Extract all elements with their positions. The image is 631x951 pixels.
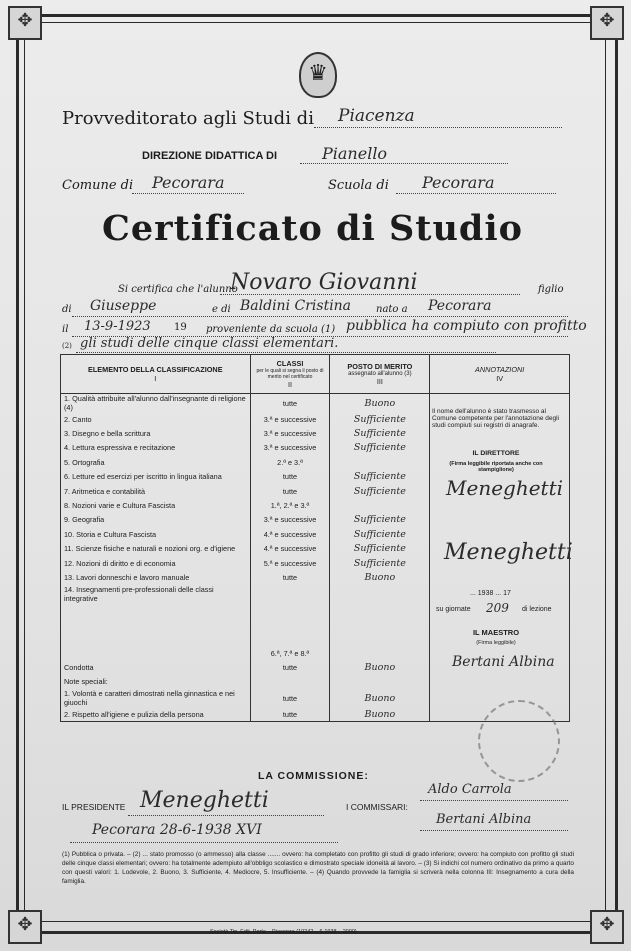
scuola-label: Scuola di — [328, 178, 389, 193]
note-2-label: (2) — [62, 342, 72, 350]
dotted-line — [72, 316, 568, 317]
merit-cell — [330, 646, 430, 660]
col-header-annotations: ANNOTAZIONI IV — [430, 355, 570, 394]
merit-cell: Sufficiente — [330, 484, 430, 498]
dotted-line — [396, 193, 556, 194]
certify-text: Si certifica che l'alunno — [118, 284, 238, 295]
element-cell: 1. Qualità attribuite all'alunno dall'insegnante di religione (4) — [61, 394, 251, 413]
element-cell: 2. Canto — [61, 412, 251, 426]
classes-cell: 4.ª e successive — [250, 527, 330, 541]
corner-ornament-icon: ✥ — [8, 6, 42, 40]
element-cell: 7. Aritmetica e contabilità — [61, 484, 251, 498]
merit-cell: Sufficiente — [330, 470, 430, 484]
direzione-label: DIREZIONE DIDATTICA DI — [142, 150, 278, 162]
date-line: ... 1938 ... 17 — [470, 590, 511, 597]
element-cell — [61, 631, 251, 645]
student-name: Novaro Giovanni — [230, 270, 418, 295]
classes-cell: tutte — [250, 484, 330, 498]
classes-cell: 3.ª e successive — [250, 412, 330, 426]
maestro-signature: Bertani Albina — [452, 654, 555, 670]
classes-cell: 3.ª e successive — [250, 441, 330, 455]
merit-cell — [330, 631, 430, 645]
merit-cell: Sufficiente — [330, 441, 430, 455]
official-stamp-icon — [478, 700, 560, 782]
merit-cell — [330, 617, 430, 631]
element-cell — [61, 603, 251, 617]
dotted-line — [76, 352, 496, 353]
commissario-2-signature: Bertani Albina — [436, 812, 532, 827]
coat-of-arms-icon: ♛ — [299, 52, 337, 98]
annotation-cell — [430, 570, 570, 584]
merit-cell — [330, 455, 430, 469]
merit-cell: Sufficiente — [330, 556, 430, 570]
merit-cell: Buono — [330, 394, 430, 413]
merit-cell: Buono — [330, 707, 430, 722]
classes-cell: tutte — [250, 570, 330, 584]
classes-cell: 4.ª e successive — [250, 542, 330, 556]
document-title: Certificato di Studio — [102, 208, 524, 249]
merit-cell — [330, 603, 430, 617]
merit-cell: Sufficiente — [330, 527, 430, 541]
birthdate: 13-9-1923 — [84, 319, 151, 334]
col-header-element: ELEMENTO DELLA CLASSIFICAZIONE I — [61, 355, 251, 394]
element-cell: Note speciali: — [61, 675, 251, 689]
classes-cell: tutte — [250, 470, 330, 484]
dotted-line — [420, 800, 568, 801]
annotation-text: Il nome dell'alunno è stato trasmesso al Comune competente per l'annotazione degli studi compiuti sui registri di anagrafe. — [432, 408, 559, 429]
table-row — [61, 513, 570, 527]
su-giornate-label: su giornate — [436, 606, 471, 613]
annotation-cell — [430, 513, 570, 527]
annotation-cell — [430, 675, 570, 689]
element-cell: 6. Letture ed esercizi per iscritto in lingua italiana — [61, 470, 251, 484]
scuola-value: Pecorara — [422, 173, 495, 192]
birthplace: Pecorara — [428, 298, 492, 314]
commissari-label: I COMMISSARI: — [346, 802, 408, 812]
dotted-line — [314, 127, 562, 128]
merit-cell: Sufficiente — [330, 513, 430, 527]
classes-cell: tutte — [250, 394, 330, 413]
merit-cell: Buono — [330, 660, 430, 674]
col-header-merit: POSTO DI MERITO assegnato all'alunno (3) III — [330, 355, 430, 394]
maestro-label: IL MAESTRO — [472, 628, 520, 637]
annotation-cell — [430, 498, 570, 512]
table-row — [61, 570, 570, 584]
table-row — [61, 498, 570, 512]
dotted-line — [300, 163, 508, 164]
direzione-value: Pianello — [322, 144, 388, 163]
merit-cell: Sufficiente — [330, 542, 430, 556]
classes-cell — [250, 603, 330, 617]
dotted-line — [420, 830, 568, 831]
di-label: di — [62, 304, 72, 315]
figlio-label: figlio — [538, 284, 564, 295]
classes-cell — [250, 675, 330, 689]
provveditorato-label: Provveditorato agli Studi di — [62, 108, 314, 129]
element-cell — [61, 617, 251, 631]
madre-label: e di — [212, 304, 231, 315]
table-row — [61, 675, 570, 689]
classes-cell: 2.ª e 3.ª — [250, 455, 330, 469]
classes-cell: tutte — [250, 689, 330, 707]
mother-name: Baldini Cristina — [240, 298, 352, 314]
classes-cell — [250, 617, 330, 631]
element-cell: 11. Scienze fisiche e naturali e nozioni org. e d'igiene — [61, 542, 251, 556]
classes-cell: tutte — [250, 707, 330, 722]
dotted-line — [128, 815, 324, 816]
corner-ornament-icon: ✥ — [590, 6, 624, 40]
classes-cell — [250, 585, 330, 603]
element-cell: 5. Ortografia — [61, 455, 251, 469]
merit-cell: Sufficiente — [330, 412, 430, 426]
dotted-line — [220, 294, 520, 295]
element-cell: 12. Nozioni di diritto e di economia — [61, 556, 251, 570]
element-cell: 2. Rispetto all'igiene e pulizia della persona — [61, 707, 251, 722]
direttore-label: IL DIRETTORE — [472, 450, 520, 457]
merit-cell: Sufficiente — [330, 426, 430, 440]
element-cell: 13. Lavori donneschi e lavoro manuale — [61, 570, 251, 584]
classes-cell — [250, 631, 330, 645]
school-type: pubblica ha compiuto con profitto — [346, 318, 587, 334]
element-cell: 4. Lettura espressiva e recitazione — [61, 441, 251, 455]
dotted-line — [70, 842, 338, 843]
maestro-note: (Firma leggibile) — [476, 640, 516, 646]
giornate-value: 209 — [486, 601, 509, 615]
classes-cell: tutte — [250, 660, 330, 674]
element-cell — [61, 646, 251, 660]
di-lezione-label: di lezione — [522, 606, 552, 613]
classes-cell: 3.ª e successive — [250, 513, 330, 527]
classes-cell: 3.ª e successive — [250, 426, 330, 440]
table-row — [61, 689, 570, 707]
provveditorato-value: Piacenza — [338, 106, 415, 126]
element-cell: 8. Nozioni varie e Cultura Fascista — [61, 498, 251, 512]
presidente-signature: Meneghetti — [140, 788, 269, 813]
nato-label: nato a — [376, 304, 408, 315]
element-cell: 9. Geografia — [61, 513, 251, 527]
merit-cell — [330, 585, 430, 603]
studies-text: gli studi delle cinque classi elementari. — [80, 336, 339, 351]
element-cell: 14. Insegnamenti pre-professionali delle classi integrative — [61, 585, 251, 603]
corner-ornament-icon: ✥ — [590, 910, 624, 944]
classes-cell: 1.ª, 2.ª e 3.ª — [250, 498, 330, 512]
commission-title: LA COMMISSIONE: — [258, 770, 369, 782]
dotted-line — [132, 193, 244, 194]
col-header-classes: CLASSI per le quali si segna il posto di merito nel certificato II — [250, 355, 330, 394]
merit-cell — [330, 675, 430, 689]
direttore-signature: Meneghetti — [446, 476, 564, 500]
il-label: il — [62, 324, 69, 335]
direttore-note: (Firma leggibile riportata anche con stampiglione) — [449, 461, 543, 473]
merit-cell: Buono — [330, 689, 430, 707]
printer-credit: Società Tip. Edit. Porta – Piacenza (10242 – 6-1938 – 2000) — [210, 929, 357, 935]
merit-cell: Buono — [330, 570, 430, 584]
comune-value: Pecorara — [152, 173, 225, 192]
merit-cell — [330, 498, 430, 512]
footnote: (1) Pubblica o privata. – (2) ... stato promosso (o ammesso) alla classe ....... ovvero: ha completato con profitto gli studi di grado inferiore; ovvero: ha compiuto con profitto gli studi delle cinque classi elementari; ovvero: ha totalmente adempiuto all'obbligo scolastico e dimostrato speciale idoneità al lavoro. – (3) Si indichi col numero ordinativo da primo a quarto con questi valori: 1. Lodevole, 2. Buono, 3. Sufficiente, 4. Mediocre, 5. Insufficiente. – (4) Quando provvede la famiglia si scriverà nella colonna III: Insegnamento a cura della famiglia. — [62, 851, 574, 885]
year-suffix: 19 — [174, 322, 187, 333]
presidente-label: IL PRESIDENTE — [62, 802, 126, 812]
place-date: Pecorara 28-6-1938 XVI — [92, 822, 262, 838]
corner-ornament-icon: ✥ — [8, 910, 42, 944]
proveniente-label: proveniente da scuola (1) — [206, 324, 336, 335]
father-name: Giuseppe — [90, 298, 157, 314]
element-cell: Condotta — [61, 660, 251, 674]
element-cell: 1. Volontà e caratteri dimostrati nella ginnastica e nei giuochi — [61, 689, 251, 707]
classes-cell: 5.ª e successive — [250, 556, 330, 570]
date-signature: Meneghetti — [444, 540, 573, 565]
comune-label: Comune di — [62, 178, 134, 193]
element-cell: 3. Disegno e bella scrittura — [61, 426, 251, 440]
commissario-1-signature: Aldo Carrola — [428, 782, 512, 797]
element-cell: 10. Storia e Cultura Fascista — [61, 527, 251, 541]
classes-cell: 6.ª, 7.ª e 8.ª — [250, 646, 330, 660]
